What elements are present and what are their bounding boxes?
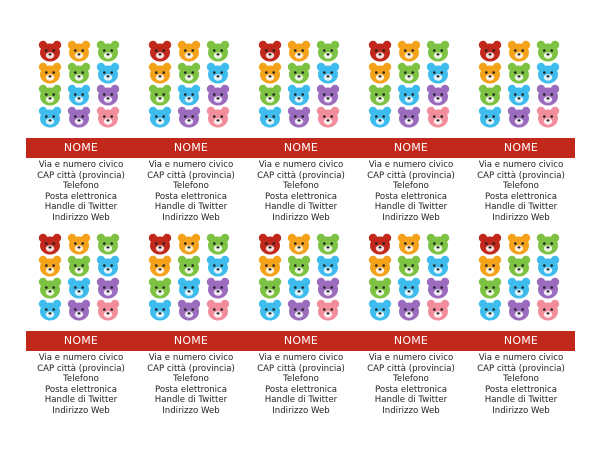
card-name[interactable]: NOME <box>503 141 539 154</box>
contact-line[interactable]: Posta elettronica <box>44 384 118 395</box>
contact-line[interactable]: Telefono <box>393 374 429 385</box>
contact-line[interactable]: Telefono <box>283 374 319 385</box>
bear-face-icon <box>507 106 531 128</box>
bear-face-icon <box>397 299 421 321</box>
contact-line[interactable]: Posta elettronica <box>484 191 558 202</box>
contact-line[interactable]: Via e numero civico <box>38 353 124 363</box>
card-name[interactable]: NOME <box>63 334 99 347</box>
bear-face-icon <box>38 299 62 321</box>
contact-line[interactable]: CAP città (provincia) <box>367 363 455 374</box>
contact-line[interactable]: CAP città (provincia) <box>257 363 345 374</box>
bear-pattern <box>148 233 232 325</box>
bear-face-icon <box>478 106 502 128</box>
bear-face-icon <box>536 40 560 62</box>
bear-face-icon <box>397 255 421 277</box>
bear-face-icon <box>478 40 502 62</box>
bear-face-icon <box>397 106 421 128</box>
contact-line[interactable]: Indirizzo Web <box>492 405 550 416</box>
bear-face-icon <box>67 233 91 255</box>
bear-pattern <box>478 40 562 132</box>
bear-face-icon <box>148 277 172 299</box>
contact-line[interactable]: Indirizzo Web <box>272 212 330 223</box>
contact-line[interactable]: Indirizzo Web <box>162 405 220 416</box>
bear-face-icon <box>38 106 62 128</box>
contact-line[interactable]: Posta elettronica <box>154 384 228 395</box>
contact-line[interactable]: Via e numero civico <box>258 353 344 363</box>
bear-face-icon <box>397 62 421 84</box>
contact-line[interactable]: Telefono <box>283 181 319 192</box>
bear-face-icon <box>507 255 531 277</box>
bear-face-icon <box>258 277 282 299</box>
bear-face-icon <box>96 84 120 106</box>
bear-pattern <box>38 40 122 132</box>
bear-face-icon <box>507 84 531 106</box>
bear-face-icon <box>96 299 120 321</box>
bear-face-icon <box>316 40 340 62</box>
bear-face-icon <box>96 255 120 277</box>
bear-face-icon <box>478 84 502 106</box>
bear-face-icon <box>258 40 282 62</box>
bear-face-icon <box>206 84 230 106</box>
bear-face-icon <box>38 255 62 277</box>
bear-face-icon <box>426 277 450 299</box>
bear-face-icon <box>316 84 340 106</box>
business-card[interactable] <box>356 233 466 418</box>
contact-line[interactable]: Handle di Twitter <box>264 395 338 406</box>
bear-face-icon <box>536 255 560 277</box>
bear-face-icon <box>148 40 172 62</box>
card-name[interactable]: NOME <box>283 334 319 347</box>
card-name[interactable]: NOME <box>173 334 209 347</box>
contact-line[interactable]: Handle di Twitter <box>264 202 338 213</box>
bear-face-icon <box>96 62 120 84</box>
bear-face-icon <box>397 84 421 106</box>
bear-face-icon <box>368 299 392 321</box>
contact-details <box>246 353 356 417</box>
contact-line[interactable]: CAP città (provincia) <box>147 170 235 181</box>
contact-line[interactable]: Indirizzo Web <box>162 212 220 223</box>
bear-face-icon <box>426 233 450 255</box>
bear-face-icon <box>258 106 282 128</box>
contact-line[interactable]: Indirizzo Web <box>272 405 330 416</box>
contact-line[interactable]: CAP città (provincia) <box>477 363 565 374</box>
bear-face-icon <box>397 277 421 299</box>
bear-face-icon <box>96 233 120 255</box>
bear-face-icon <box>177 277 201 299</box>
bear-face-icon <box>368 40 392 62</box>
bear-face-icon <box>258 62 282 84</box>
contact-line[interactable]: CAP città (provincia) <box>257 170 345 181</box>
bear-face-icon <box>368 106 392 128</box>
bear-face-icon <box>177 233 201 255</box>
contact-line[interactable]: Posta elettronica <box>484 384 558 395</box>
bear-face-icon <box>96 277 120 299</box>
business-card[interactable] <box>466 40 576 225</box>
business-card[interactable] <box>246 233 356 418</box>
bear-face-icon <box>287 255 311 277</box>
contact-line[interactable]: CAP città (provincia) <box>37 363 125 374</box>
card-name[interactable]: NOME <box>63 141 99 154</box>
bear-pattern <box>478 233 562 325</box>
contact-line[interactable]: Via e numero civico <box>148 353 234 363</box>
bear-face-icon <box>368 233 392 255</box>
bear-face-icon <box>206 277 230 299</box>
contact-line[interactable]: Handle di Twitter <box>484 395 558 406</box>
bear-pattern <box>258 233 342 325</box>
contact-line[interactable]: CAP città (provincia) <box>367 170 455 181</box>
contact-line[interactable]: Telefono <box>503 374 539 385</box>
bear-face-icon <box>478 233 502 255</box>
business-card[interactable] <box>26 233 136 418</box>
bear-face-icon <box>67 84 91 106</box>
bear-face-icon <box>536 84 560 106</box>
bear-face-icon <box>316 299 340 321</box>
bear-face-icon <box>316 277 340 299</box>
contact-line[interactable]: Posta elettronica <box>264 384 338 395</box>
contact-line[interactable]: Indirizzo Web <box>492 212 550 223</box>
bear-face-icon <box>177 84 201 106</box>
bear-face-icon <box>426 299 450 321</box>
business-card[interactable] <box>356 40 466 225</box>
business-card[interactable] <box>466 233 576 418</box>
bear-face-icon <box>478 299 502 321</box>
bear-face-icon <box>148 84 172 106</box>
bear-pattern <box>148 40 232 132</box>
bear-face-icon <box>287 277 311 299</box>
contact-line[interactable]: Indirizzo Web <box>382 405 440 416</box>
bear-face-icon <box>536 277 560 299</box>
bear-face-icon <box>536 233 560 255</box>
bear-face-icon <box>368 277 392 299</box>
card-name[interactable]: NOME <box>283 141 319 154</box>
contact-line[interactable]: Telefono <box>503 181 539 192</box>
bear-pattern <box>368 233 452 325</box>
bear-face-icon <box>507 233 531 255</box>
business-card[interactable] <box>26 40 136 225</box>
bear-face-icon <box>287 299 311 321</box>
bear-face-icon <box>287 233 311 255</box>
bear-face-icon <box>426 62 450 84</box>
contact-line[interactable]: Indirizzo Web <box>382 212 440 223</box>
bear-face-icon <box>177 106 201 128</box>
bear-face-icon <box>67 277 91 299</box>
card-name[interactable]: NOME <box>503 334 539 347</box>
card-name[interactable]: NOME <box>393 334 429 347</box>
bear-face-icon <box>507 40 531 62</box>
bear-face-icon <box>507 299 531 321</box>
bear-face-icon <box>368 255 392 277</box>
contact-details <box>356 353 466 417</box>
business-card[interactable] <box>136 40 246 225</box>
bear-face-icon <box>397 233 421 255</box>
bear-face-icon <box>536 62 560 84</box>
bear-face-icon <box>258 255 282 277</box>
contact-line[interactable]: CAP città (provincia) <box>37 170 125 181</box>
bear-face-icon <box>258 233 282 255</box>
contact-details <box>136 353 246 417</box>
bear-pattern <box>38 233 122 325</box>
contact-details <box>26 160 136 224</box>
bear-face-icon <box>397 40 421 62</box>
bear-face-icon <box>426 84 450 106</box>
bear-face-icon <box>478 62 502 84</box>
bear-face-icon <box>67 299 91 321</box>
bear-face-icon <box>287 40 311 62</box>
bear-face-icon <box>368 62 392 84</box>
bear-face-icon <box>316 62 340 84</box>
bear-face-icon <box>206 299 230 321</box>
contact-details <box>466 160 576 224</box>
bear-face-icon <box>67 40 91 62</box>
bear-face-icon <box>206 106 230 128</box>
contact-line[interactable]: Via e numero civico <box>38 160 124 170</box>
bear-face-icon <box>177 62 201 84</box>
bear-face-icon <box>38 62 62 84</box>
contact-line[interactable]: Via e numero civico <box>478 160 564 170</box>
bear-face-icon <box>67 106 91 128</box>
contact-line[interactable]: Via e numero civico <box>258 160 344 170</box>
bear-face-icon <box>206 62 230 84</box>
card-name[interactable]: NOME <box>393 141 429 154</box>
bear-face-icon <box>38 84 62 106</box>
bear-face-icon <box>38 40 62 62</box>
contact-line[interactable]: Via e numero civico <box>478 353 564 363</box>
bear-face-icon <box>96 106 120 128</box>
bear-face-icon <box>258 84 282 106</box>
bear-face-icon <box>316 233 340 255</box>
bear-face-icon <box>206 40 230 62</box>
bear-face-icon <box>536 299 560 321</box>
contact-details <box>246 160 356 224</box>
bear-face-icon <box>177 40 201 62</box>
bear-face-icon <box>287 106 311 128</box>
bear-face-icon <box>38 233 62 255</box>
contact-line[interactable]: Indirizzo Web <box>52 212 110 223</box>
card-name[interactable]: NOME <box>173 141 209 154</box>
contact-line[interactable]: Telefono <box>173 181 209 192</box>
bear-face-icon <box>287 62 311 84</box>
contact-details <box>466 353 576 417</box>
bear-face-icon <box>206 233 230 255</box>
bear-face-icon <box>478 255 502 277</box>
contact-line[interactable]: Handle di Twitter <box>374 395 448 406</box>
business-card[interactable] <box>246 40 356 225</box>
bear-face-icon <box>177 299 201 321</box>
bear-face-icon <box>148 299 172 321</box>
contact-line[interactable]: Via e numero civico <box>368 160 454 170</box>
bear-face-icon <box>507 277 531 299</box>
contact-line[interactable]: CAP città (provincia) <box>477 170 565 181</box>
bear-face-icon <box>206 255 230 277</box>
bear-face-icon <box>507 62 531 84</box>
bear-face-icon <box>96 40 120 62</box>
contact-line[interactable]: Posta elettronica <box>154 191 228 202</box>
contact-line[interactable]: Posta elettronica <box>374 191 448 202</box>
bear-face-icon <box>426 40 450 62</box>
contact-line[interactable]: Handle di Twitter <box>44 202 118 213</box>
bear-face-icon <box>316 106 340 128</box>
bear-face-icon <box>38 277 62 299</box>
business-card[interactable] <box>136 233 246 418</box>
bear-face-icon <box>67 62 91 84</box>
contact-details <box>136 160 246 224</box>
bear-face-icon <box>478 277 502 299</box>
contact-line[interactable]: CAP città (provincia) <box>147 363 235 374</box>
bear-face-icon <box>368 84 392 106</box>
contact-details <box>26 353 136 417</box>
contact-line[interactable]: Indirizzo Web <box>52 405 110 416</box>
bear-face-icon <box>258 299 282 321</box>
contact-line[interactable]: Handle di Twitter <box>154 395 228 406</box>
bear-face-icon <box>148 62 172 84</box>
bear-face-icon <box>177 255 201 277</box>
bear-face-icon <box>536 106 560 128</box>
contact-line[interactable]: Via e numero civico <box>148 160 234 170</box>
contact-line[interactable]: Posta elettronica <box>44 191 118 202</box>
contact-line[interactable]: Telefono <box>393 181 429 192</box>
bear-pattern <box>258 40 342 132</box>
contact-line[interactable]: Via e numero civico <box>368 353 454 363</box>
bear-face-icon <box>426 106 450 128</box>
contact-line[interactable]: Posta elettronica <box>264 191 338 202</box>
bear-face-icon <box>316 255 340 277</box>
bear-face-icon <box>287 84 311 106</box>
contact-line[interactable]: Posta elettronica <box>374 384 448 395</box>
contact-line[interactable]: Telefono <box>63 181 99 192</box>
contact-line[interactable]: Handle di Twitter <box>154 202 228 213</box>
contact-details <box>356 160 466 224</box>
bear-face-icon <box>67 255 91 277</box>
bear-face-icon <box>148 255 172 277</box>
contact-line[interactable]: Telefono <box>173 374 209 385</box>
contact-line[interactable]: Telefono <box>63 374 99 385</box>
contact-line[interactable]: Handle di Twitter <box>44 395 118 406</box>
bear-face-icon <box>148 233 172 255</box>
bear-pattern <box>368 40 452 132</box>
contact-line[interactable]: Handle di Twitter <box>484 202 558 213</box>
contact-line[interactable]: Handle di Twitter <box>374 202 448 213</box>
bear-face-icon <box>426 255 450 277</box>
bear-face-icon <box>148 106 172 128</box>
